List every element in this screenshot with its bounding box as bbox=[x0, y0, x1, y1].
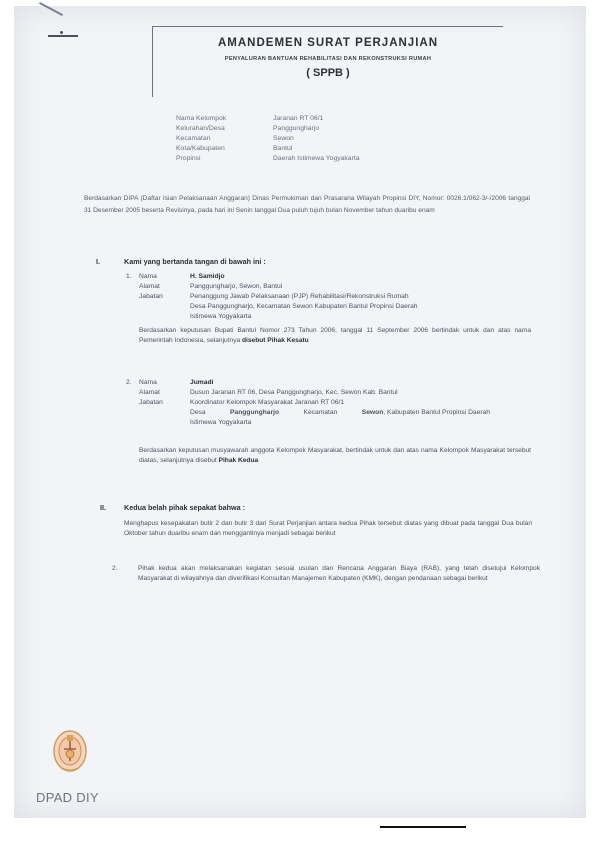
party-1-designation: disebut Pihak Kesatu bbox=[242, 337, 309, 344]
section-1-number: I. bbox=[96, 257, 100, 266]
position-word: Kecamatan bbox=[303, 409, 338, 416]
title-box bbox=[152, 26, 503, 97]
document-title: AMANDEMEN SURAT PERJANJIAN bbox=[217, 37, 439, 49]
archive-seal-logo bbox=[52, 727, 88, 777]
info-label: Kota/Kabupaten bbox=[176, 145, 225, 152]
position-label: Jabatan bbox=[139, 293, 163, 300]
info-label: Kelurahan/Desa bbox=[176, 125, 225, 132]
party-2-position-line-2 bbox=[190, 408, 490, 418]
party-1-note-text: Berdasarkan keputusan Bupati Bantul Nomor 273 Tahun 2006, tanggal 11 September 2006 bertindak untuk dan atas nama Pemerintah Indonesia, selanjutnya bbox=[139, 327, 531, 344]
party-1 bbox=[126, 272, 490, 322]
party-1-address: Panggungharjo, Sewon, Bantul bbox=[190, 283, 283, 290]
intro-paragraph: Berdasarkan DIPA (Daftar Isian Pelaksanaan Anggaran) Dinas Permukiman dan Prasarana Wilayah Propinsi DIY, Nomor: 0026.1/062-3/-/2006 tanggal 31 Desember 2005 beserta Revisinya, pada hari ini Senin tanggal Dua puluh tujuh bulan November tahun duaribu enam bbox=[84, 195, 530, 214]
party-1-position: Penanggung Jawab Pelaksanaan (PJP) Rehabilitasi/Rekonstruksi Rumah bbox=[190, 293, 409, 300]
document-code: ( SPPB ) bbox=[306, 67, 350, 79]
party-2-note-text: Berdasarkan keputusan musyawarah anggota Kelompok Masyarakat, bertindak untuk dan atas nama Kelompok Masyarakat tersebut diatas, selanjutnya disebut bbox=[139, 447, 531, 464]
party-1-position-line-2: Desa Panggungharjo, Kecamatan Sewon Kabupaten Bantul Propinsi Daerah bbox=[190, 303, 418, 310]
name-label: Nama bbox=[139, 273, 157, 280]
section-2-number: II. bbox=[100, 503, 106, 512]
info-value: Bantul bbox=[273, 145, 293, 152]
info-value: Panggungharjo bbox=[273, 125, 320, 132]
point-2-number: 2. bbox=[112, 565, 118, 572]
address-label: Alamat bbox=[139, 283, 160, 290]
section-1-heading: Kami yang bertanda tangan di bawah ini : bbox=[124, 257, 266, 266]
party-2-designation: Pihak Kedua bbox=[218, 457, 259, 464]
name-label: Nama bbox=[139, 379, 157, 386]
pen-dash bbox=[48, 35, 78, 37]
pen-dot bbox=[60, 31, 63, 34]
position-word: Desa bbox=[190, 409, 206, 416]
section-2-point-2 bbox=[112, 564, 540, 584]
party-1-name: H. Samidjo bbox=[190, 273, 225, 280]
party-2-note bbox=[139, 446, 531, 466]
position-word: , Kabupaten Bantul Propinsi Daerah bbox=[383, 409, 490, 416]
party-2-position: Koordinator Kelompok Masyarakat Jaranan RT 06/1 bbox=[190, 399, 345, 406]
position-village: Panggungharjo bbox=[230, 409, 280, 416]
watermark: DPAD DIY bbox=[36, 790, 99, 805]
info-value: Sewon bbox=[273, 135, 294, 142]
party-1-note bbox=[139, 326, 531, 346]
party-2-address: Dusun Jaranan RT 06, Desa Panggungharjo, Kec. Sewon Kab. Bantul bbox=[190, 389, 398, 396]
party-1-position-line-3: Istimewa Yogyakarta bbox=[190, 313, 252, 320]
info-row bbox=[176, 115, 360, 125]
info-row bbox=[176, 145, 360, 155]
info-row bbox=[176, 125, 360, 135]
party-2-name: Jumadi bbox=[190, 379, 214, 386]
info-label: Propinsi bbox=[176, 155, 201, 162]
party-2-number: 2. bbox=[126, 379, 132, 386]
section-2-heading: Kedua belah pihak sepakat bahwa : bbox=[124, 503, 246, 512]
info-value: Jaranan RT 06/1 bbox=[273, 115, 324, 122]
party-2 bbox=[126, 378, 490, 428]
point-2-text: Pihak kedua akan melaksanakan kegiatan sesuai usulan dan Rencana Anggaran Biaya (RAB), yang telah disetujui Kelompok Masyarakat di wilayahnya dan diverifikasi Konsultan Manajemen Kabupaten (KMK), dengan pendanaan sebagai berikut bbox=[138, 565, 540, 582]
party-1-number: 1. bbox=[126, 273, 132, 280]
position-district: Sewon bbox=[361, 409, 384, 416]
position-label: Jabatan bbox=[139, 399, 163, 406]
address-label: Alamat bbox=[139, 389, 160, 396]
info-value: Daerah Istimewa Yogyakarta bbox=[273, 155, 360, 162]
info-row bbox=[176, 155, 360, 165]
info-label: Nama Kelompok bbox=[176, 115, 227, 122]
group-info bbox=[176, 115, 360, 165]
section-2-point-1: Menghapus kesepakatan butir 2 dan butir 3 dari Surat Perjanjian antara kedua Pihak tersebut diatas yang dibuat pada tanggal Dua bulan Oktober tahun duaribu enam dan menggantinya menjadi sebagai berikut bbox=[124, 520, 532, 537]
info-row bbox=[176, 135, 360, 145]
info-label: Kecamatan bbox=[176, 135, 211, 142]
document-subtitle: PENYALURAN BANTUAN REHABILITASI DAN REKONSTRUKSI RUMAH bbox=[224, 56, 432, 62]
party-2-position-line-3: Istimewa Yogyakarta bbox=[190, 419, 252, 426]
bottom-rule bbox=[380, 826, 466, 828]
